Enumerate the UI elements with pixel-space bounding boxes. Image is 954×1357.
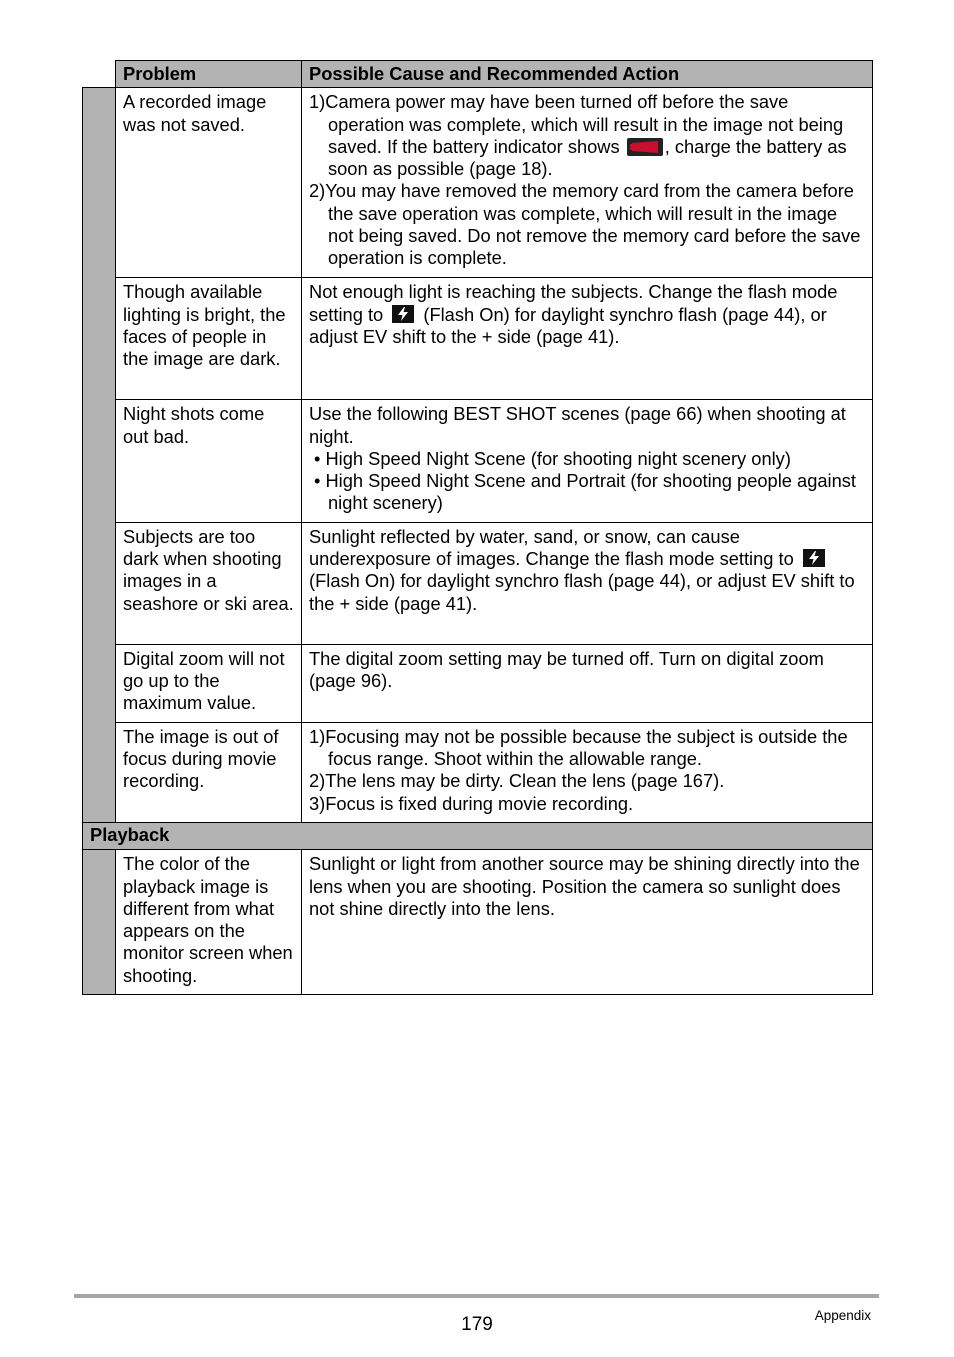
problem-cell: Digital zoom will not go up to the maximum value. [116,644,302,722]
problem-cell: Subjects are too dark when shooting images in a seashore or ski area. [116,522,302,644]
table-header-row [83,61,873,88]
header-spacer [83,61,116,88]
side-bar [83,850,116,995]
item-text: Focus is fixed during movie recording. [325,792,634,814]
bullet-item: • High Speed Night Scene (for shooting night scenery only) [314,447,791,469]
bullet-text: High Speed Night Scene (for shooting night scenery only) [325,447,791,469]
battery-low-icon [627,138,663,156]
item-number: 2) [309,180,326,202]
action-item [309,180,865,269]
table-row [83,400,873,522]
item-text: You may have removed the memory card from the camera before the save operation was complete, which will result in the image not being saved. Do not remove the memory card before the save operation is complete. [325,180,861,269]
problem-cell: The color of the playback image is different from what appears on the monitor screen when shooting. [116,850,302,995]
table-row [83,850,873,995]
action-cell [302,722,873,822]
action-text: Not enough light is reaching the subjects. Change the flash mode setting to [309,281,838,325]
table-row [83,278,873,400]
header-action: Possible Cause and Recommended Action [302,61,873,88]
action-intro: Use the following BEST SHOT scenes (page 66) when shooting at night. [309,403,846,447]
action-cell [302,278,873,400]
action-item [309,793,865,815]
action-item [309,770,865,792]
flash-on-icon [392,305,414,323]
table-row [83,88,873,278]
action-cell [302,522,873,644]
table-row [83,522,873,644]
action-cell [302,88,873,278]
problem-cell: Though available lighting is bright, the faces of people in the image are dark. [116,278,302,400]
bullet-item: • High Speed Night Scene and Portrait (for shooting people against night scenery) [314,470,856,514]
item-text: The lens may be dirty. Clean the lens (page 167). [325,770,725,792]
item-text: Camera power may have been turned off before the save operation was complete, which will result in the image not being saved. If the battery indicator shows [325,91,844,157]
action-text: Sunlight reflected by water, sand, or snow, can cause underexposure of images. Change the flash mode setting to [309,525,799,570]
item-text: Focusing may not be possible because the subject is outside the focus range. Shoot within the allowable range. [325,725,848,770]
bullet-text: High Speed Night Scene and Portrait (for shooting people against night scenery) [325,470,856,514]
header-problem: Problem [116,61,302,88]
footer-section-label: Appendix [814,1308,871,1323]
item-number: 2) [309,770,326,792]
problem-cell: Night shots come out bad. [116,400,302,522]
side-bar [83,88,116,823]
troubleshooting-table-wrapper [82,60,872,995]
item-number: 3) [309,792,326,814]
problem-cell: A recorded image was not saved. [116,88,302,278]
item-text: , charge the battery as soon as possible (page 18). [328,135,847,180]
action-cell: Sunlight or light from another source may be shining directly into the lens when you are shooting. Position the camera so sunlight does not shine directly into the lens. [302,850,873,995]
table-row [83,644,873,722]
item-number: 1) [309,91,326,113]
troubleshooting-table [82,60,873,995]
action-cell [302,400,873,522]
flash-on-icon [803,549,825,567]
action-text: (Flash On) for daylight synchro flash (page 44), or adjust EV shift to the + side (page 41). [309,570,855,614]
footer-rule [74,1294,879,1298]
section-title: Playback [83,822,873,849]
action-item [309,726,865,771]
problem-cell: The image is out of focus during movie recording. [116,722,302,822]
page-number: 179 [461,1314,493,1335]
section-row-playback [83,822,873,849]
action-cell: The digital zoom setting may be turned off. Turn on digital zoom (page 96). [302,644,873,722]
table-row [83,722,873,822]
action-item [309,91,865,180]
action-text: (Flash On) for daylight synchro flash (page 44), or adjust EV shift to the + side (page 41). [309,303,827,347]
item-number: 1) [309,725,326,747]
